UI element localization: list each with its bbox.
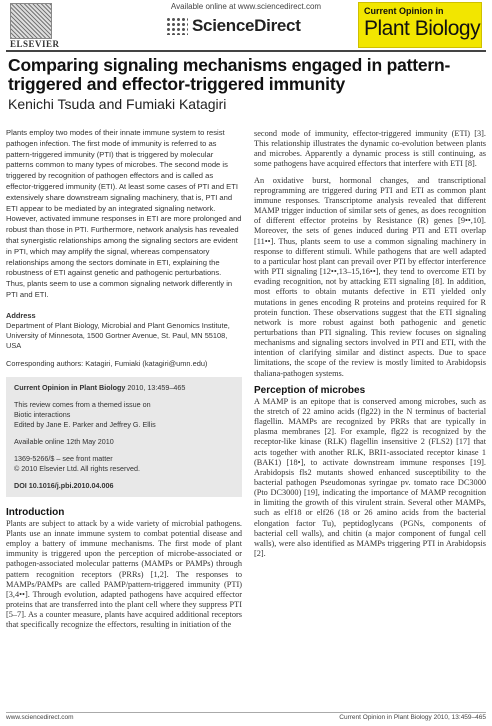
available-online-link[interactable]: Available online at www.sciencedirect.com <box>170 2 322 11</box>
journal-reference <box>14 383 234 393</box>
article-body <box>6 128 486 712</box>
themed-issue <box>14 400 234 430</box>
sciencedirect-logo[interactable] <box>166 16 301 36</box>
journal-banner-big: Plant Biology <box>364 17 481 40</box>
footer-website-link[interactable]: www.sciencedirect.com <box>6 714 74 721</box>
issn-line: 1369-5266/$ – see front matter <box>14 453 113 463</box>
header-divider <box>6 50 486 52</box>
right-column <box>254 128 486 712</box>
article-info-box <box>6 377 242 497</box>
journal-header <box>6 0 486 52</box>
sciencedirect-logo-text: ScienceDirect <box>192 16 301 35</box>
perception-heading: Perception of microbes <box>254 384 366 396</box>
introduction-text: Plants are subject to attack by a wide variety of microbial pathogens. Plants use an innate immune system to combat potential disease and employ a battery of immune mechanisms. The first mode of plant immunity is triggered upon the perception of microbe-associated or pathogen-associated molecular patterns (MAMPs or PAMPs) through pattern recognition receptors (PRRs) [1,2]. The responses to MAMPs/PAMPs are called PAMP/pattern-triggered immunity (PTI) [3,4••]. Through evolution, adapted pathogens have acquired effector proteins that are transferred into the plant cell where they suppress PTI [5–7]. As a counter measure, plants have acquired additional receptors that specifically recognize the effectors, resulting in initiation of the <box>6 518 242 630</box>
abstract-text: Plants employ two modes of their innate immune system to resist pathogen infection. The first mode of immunity is referred to as pattern-triggered immunity (PTI) that is triggered by molecular patterns common to many types of microbes. The second mode is triggered by recognition of pathogen effectors and is called as effector-triggered immunity (ETI). At least some cases of PTI and ETI extensively share downstream signaling machinery, that is, PTI and ETI appear to be mediated by an integrated signaling network. However, activated immune responses in ETI are more prolonged and robust than those in PTI. Furthermore, network analysis has revealed that synergistic relationships among the signaling sectors are evident in PTI, which may amplify the signal, whereas compensatory relationships among the sectors dominate in ETI, explaining the robustness of ETI against genetic and pathogenic perturbations. Thus, plants seem to use a common signaling network differently in PTI and ETI. <box>6 128 242 299</box>
copyright-line: © 2010 Elsevier Ltd. All rights reserved. <box>14 463 140 473</box>
address-heading: Address <box>6 310 36 320</box>
sciencedirect-dots-icon <box>166 17 188 35</box>
themed-issue-line1: This review comes from a themed issue on <box>14 399 151 409</box>
doi-link[interactable]: DOI 10.1016/j.pbi.2010.04.006 <box>14 480 114 490</box>
address-block <box>6 311 242 351</box>
body-paragraph-1: second mode of immunity, effector-triggered immunity (ETI) [3]. This relationship illustrates the dynamic co-evolution between plants and microbes. Apparently a dynamic process is still continuing, as some pathogens have acquired effectors that interfere with ETI [8]. <box>254 129 486 169</box>
themed-issue-line2: Biotic interactions <box>14 409 71 419</box>
journal-banner-small: Current Opinion in <box>364 6 444 16</box>
copyright-block <box>14 454 234 474</box>
body-paragraph-3: A MAMP is an epitope that is conserved among microbes, such as the stretch of 22 amino acids (flg22) in the N terminus of bacterial flagellin. MAMPs are recognized by PRRs that are typically in plasma membranes [2]. For example, flg22 is recognized by the receptor-like kinase (RLK) flagellin insensitive 2 (FLS2) [17] that acts together with another RLK, BRI1-associated receptor kinase 1 (BAK1) [18•], to activate downstream immune responses [19]. Arabidopsis fls2 mutants showed enhanced susceptibility to the bacterial pathogen Pseudomonas syringae pv. tomato race DC3000 (Pto DC3000) [19], indicating the importance of MAMP recognition in limiting the growth of this virulent strain. Several other MAMPs, such as elf18 or elf26 (18 or 26 amino acids from the bacterial elongation factor Tu), peptidoglycans (PGNs, components of bacterial cell walls), and chitin (a major component of fungal cell walls), were also identified as MAMPs triggering PTI in Arabidopsis [2]. <box>254 396 486 559</box>
address-text: Department of Plant Biology, Microbial and Plant Genomics Institute, University of Minnesota, 1500 Gortner Avenue, St. Paul, MN 55108, USA <box>6 320 230 350</box>
journal-banner <box>358 2 482 48</box>
themed-issue-line3: Edited by Jane E. Parker and Jeffrey G. Ellis <box>14 419 156 429</box>
footer-citation: Current Opinion in Plant Biology 2010, 13:459–465 <box>339 714 486 721</box>
introduction-heading: Introduction <box>6 506 65 518</box>
page-footer <box>6 712 486 724</box>
article-title: Comparing signaling mechanisms engaged in pattern-triggered and effector-triggered immunity <box>8 55 451 94</box>
left-column <box>6 128 242 712</box>
body-paragraph-2: An oxidative burst, hormonal changes, and transcriptional reprogramming are triggered during PTI and ETI as common plant immune responses. Transcriptome analysis revealed that different MAMP trigger induction of similar sets of genes, as does recognition of different effector proteins by Resistance (R) genes [9••,10]. Moreover, the sets of genes induced during PTI and ETI overlap [11••]. Thus, plants seem to use a common signaling machinery in response to different stimuli. While pathogens that are well adapted to a particular host plant can prevail over PTI by effector interference with PTI signaling [12••,13–15,16••], they tend to overcome ETI by evading recognition, not by attacking ETI signaling [8]. In addition, most efforts to obtain mutants defective in ETI yielded only mutations in genes encoding R proteins and proteins required for R protein function. These observations suggest that the ETI signaling network is more robust against both pathogenic and genetic perturbations than PTI signaling. This review focuses on signaling mechanisms and signaling sectors involved in PTI and ETI, with the intention of clarifying similar and distinct aspects. Due to space limitations, the scope of the review is mostly limited to Arabidopsis thaliana-pathogen systems. <box>254 175 486 378</box>
journal-reference-volume: 2010, 13:459–465 <box>125 382 186 392</box>
available-date: Available online 12th May 2010 <box>14 436 114 446</box>
journal-reference-name: Current Opinion in Plant Biology <box>14 382 126 392</box>
article-authors: Kenichi Tsuda and Fumiaki Katagiri <box>8 96 227 112</box>
corresponding-author: Corresponding authors: Katagiri, Fumiaki (katagiri@umn.edu) <box>6 358 208 368</box>
publisher-logo-text: ELSEVIER <box>10 39 60 49</box>
